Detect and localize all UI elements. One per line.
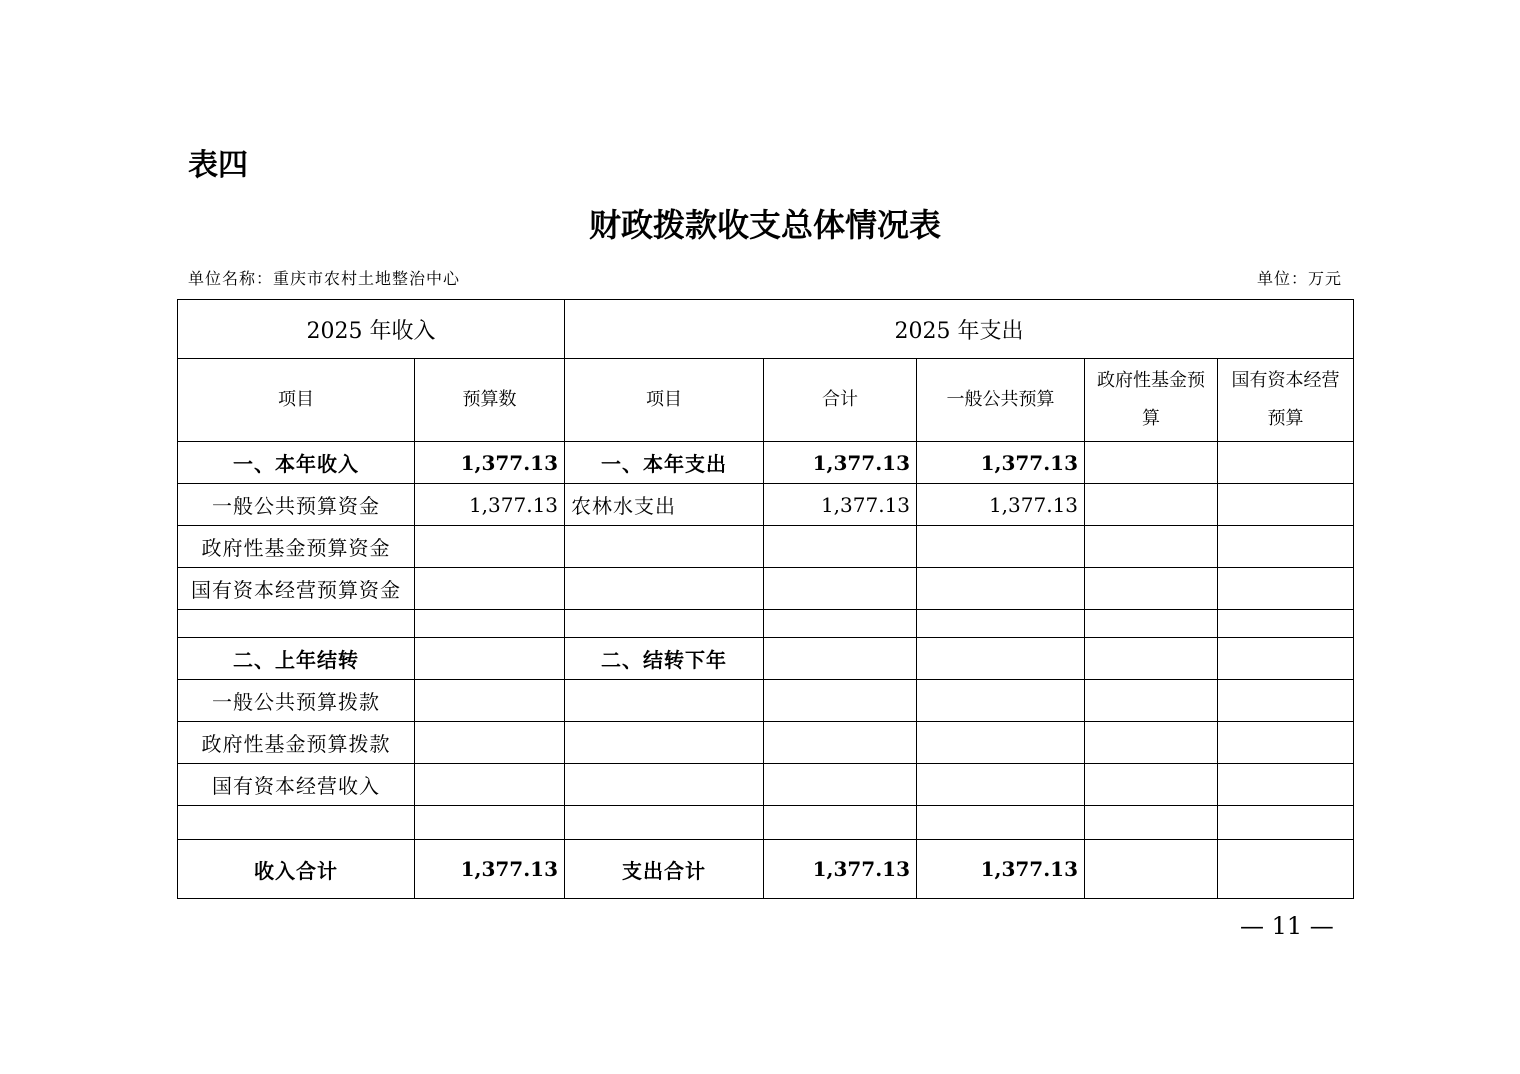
col-income-item: 项目 — [178, 359, 415, 442]
capital-value — [1218, 526, 1354, 568]
expense-item — [565, 526, 764, 568]
expense-item: 农林水支出 — [565, 484, 764, 526]
table-label: 表四 — [188, 148, 248, 183]
budget-value — [415, 764, 565, 806]
income-section-header: 2025 年收入 — [178, 300, 565, 359]
general-value — [917, 526, 1085, 568]
fund-value — [1085, 764, 1218, 806]
table-row — [178, 680, 1354, 722]
page-title: 财政拨款收支总体情况表 — [588, 206, 941, 244]
fund-value — [1085, 840, 1218, 899]
expense-item — [565, 610, 764, 638]
income-total-label: 收入合计 — [178, 840, 415, 899]
table-row — [178, 442, 1354, 484]
income-item: 政府性基金预算资金 — [178, 526, 415, 568]
total-value — [764, 680, 917, 722]
general-value — [917, 764, 1085, 806]
expense-item — [565, 806, 764, 840]
capital-value — [1218, 840, 1354, 899]
table-row — [178, 806, 1354, 840]
budget-value — [415, 806, 565, 840]
expense-item: 一、本年支出 — [565, 442, 764, 484]
general-value — [917, 680, 1085, 722]
capital-value — [1218, 722, 1354, 764]
table-row — [178, 484, 1354, 526]
budget-value — [415, 526, 565, 568]
fund-value — [1085, 610, 1218, 638]
general-value: 1,377.13 — [917, 484, 1085, 526]
budget-value — [415, 638, 565, 680]
total-value — [764, 806, 917, 840]
fund-value — [1085, 568, 1218, 610]
capital-value — [1218, 568, 1354, 610]
page-number: — 11 — — [1240, 912, 1334, 940]
income-item: 二、上年结转 — [178, 638, 415, 680]
fund-value — [1085, 638, 1218, 680]
income-item: 一、本年收入 — [178, 442, 415, 484]
capital-value — [1218, 610, 1354, 638]
income-item: 一般公共预算资金 — [178, 484, 415, 526]
budget-value — [415, 568, 565, 610]
fund-value — [1085, 442, 1218, 484]
finance-table — [177, 299, 1354, 899]
col-general-public: 一般公共预算 — [917, 359, 1085, 442]
total-value — [764, 568, 917, 610]
general-value — [917, 568, 1085, 610]
capital-value — [1218, 442, 1354, 484]
income-item: 国有资本经营预算资金 — [178, 568, 415, 610]
expense-section-header: 2025 年支出 — [565, 300, 1354, 359]
capital-value — [1218, 680, 1354, 722]
expense-item — [565, 680, 764, 722]
budget-value — [415, 680, 565, 722]
general-value — [917, 806, 1085, 840]
col-gov-fund: 政府性基金预算 — [1085, 359, 1218, 442]
table-row — [178, 638, 1354, 680]
col-total: 合计 — [764, 359, 917, 442]
table-row — [178, 764, 1354, 806]
total-value — [764, 722, 917, 764]
income-item: 政府性基金预算拨款 — [178, 722, 415, 764]
budget-value — [415, 610, 565, 638]
budget-value: 1,377.13 — [415, 840, 565, 899]
table-row — [178, 526, 1354, 568]
col-budget: 预算数 — [415, 359, 565, 442]
expense-item — [565, 764, 764, 806]
total-value — [764, 638, 917, 680]
expense-item: 二、结转下年 — [565, 638, 764, 680]
income-item: 一般公共预算拨款 — [178, 680, 415, 722]
fund-value — [1085, 806, 1218, 840]
capital-value — [1218, 484, 1354, 526]
table-row — [178, 568, 1354, 610]
income-item — [178, 610, 415, 638]
unit-label: 单位：万元 — [1256, 269, 1342, 288]
income-item: 国有资本经营收入 — [178, 764, 415, 806]
capital-value — [1218, 638, 1354, 680]
fund-value — [1085, 680, 1218, 722]
expense-total-label: 支出合计 — [565, 840, 764, 899]
total-value: 1,377.13 — [764, 840, 917, 899]
section-header-row — [178, 300, 1354, 359]
general-value — [917, 610, 1085, 638]
fund-value — [1085, 722, 1218, 764]
expense-item — [565, 568, 764, 610]
total-value: 1,377.13 — [764, 442, 917, 484]
budget-value: 1,377.13 — [415, 484, 565, 526]
general-value: 1,377.13 — [917, 840, 1085, 899]
capital-value — [1218, 806, 1354, 840]
total-value — [764, 526, 917, 568]
general-value: 1,377.13 — [917, 442, 1085, 484]
expense-item — [565, 722, 764, 764]
table-row — [178, 722, 1354, 764]
col-state-capital: 国有资本经营预算 — [1218, 359, 1354, 442]
fund-value — [1085, 484, 1218, 526]
income-item — [178, 806, 415, 840]
total-value — [764, 610, 917, 638]
budget-value: 1,377.13 — [415, 442, 565, 484]
capital-value — [1218, 764, 1354, 806]
total-value — [764, 764, 917, 806]
general-value — [917, 638, 1085, 680]
fund-value — [1085, 526, 1218, 568]
budget-value — [415, 722, 565, 764]
column-header-row — [178, 359, 1354, 442]
col-expense-item: 项目 — [565, 359, 764, 442]
table-row — [178, 610, 1354, 638]
total-value: 1,377.13 — [764, 484, 917, 526]
totals-row — [178, 840, 1354, 899]
general-value — [917, 722, 1085, 764]
unit-name: 单位名称：重庆市农村土地整治中心 — [188, 269, 461, 288]
